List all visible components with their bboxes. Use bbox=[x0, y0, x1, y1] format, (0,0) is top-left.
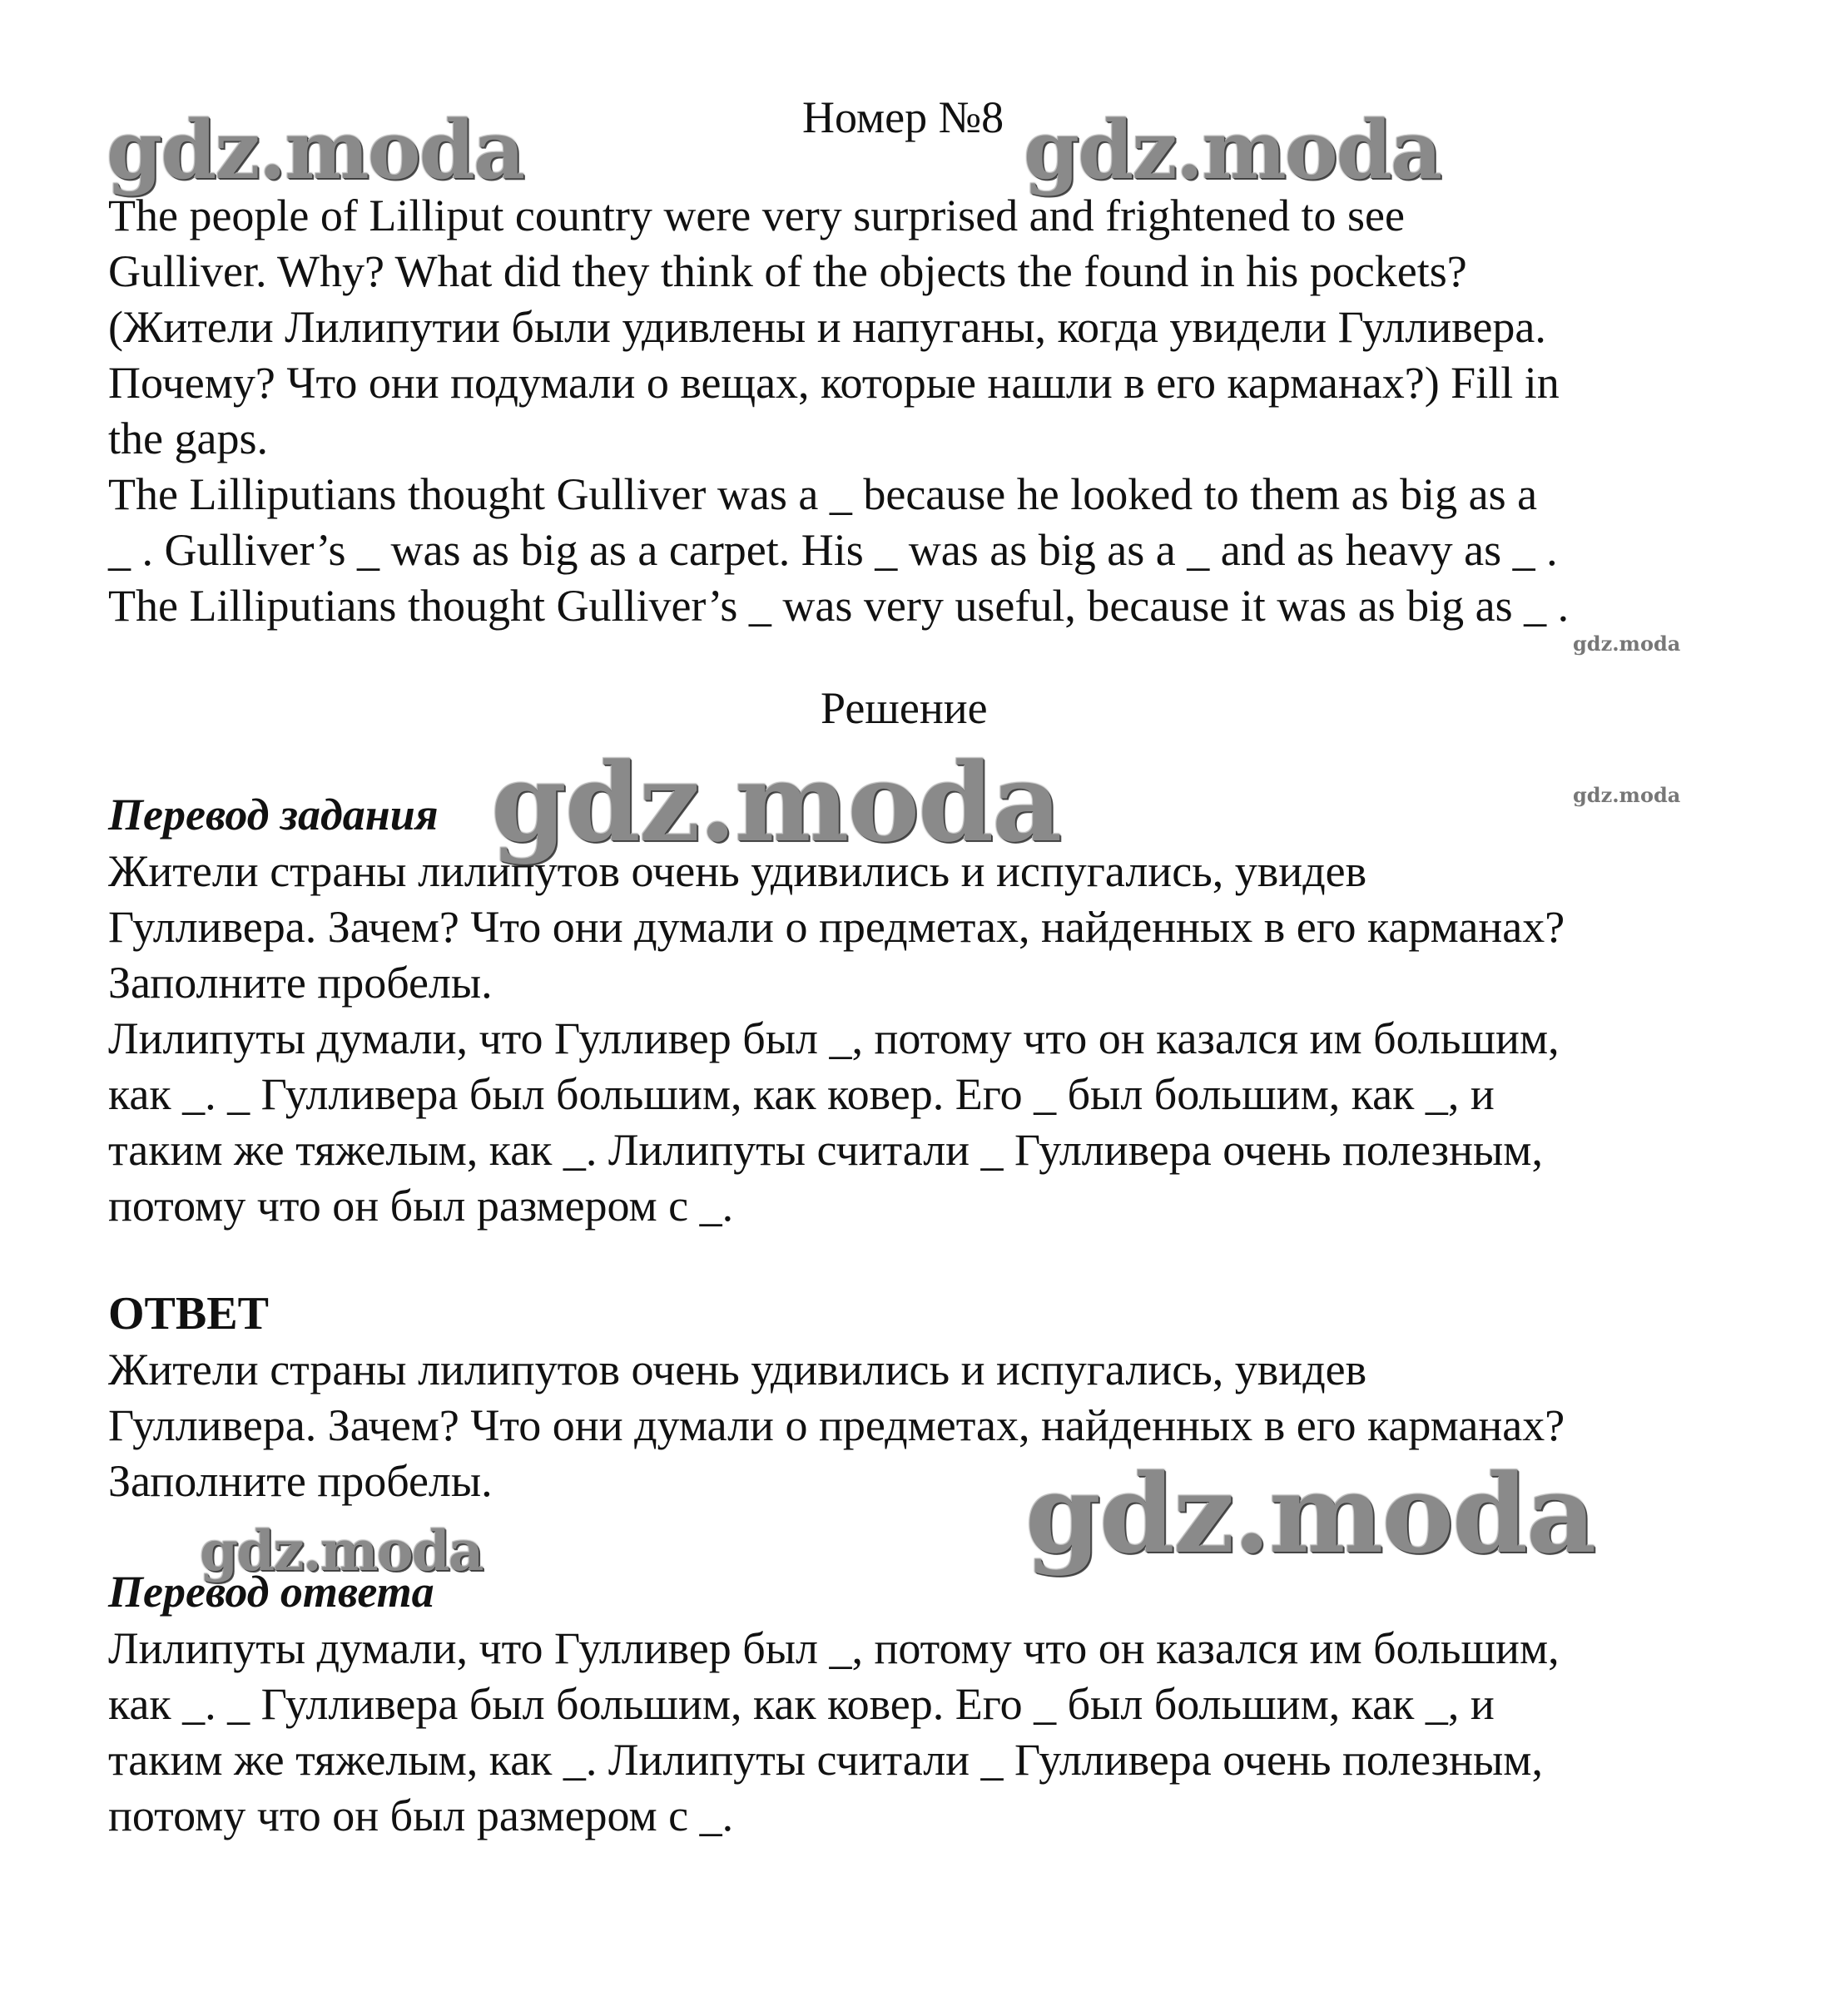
translation-line: Заполните пробелы. bbox=[108, 958, 493, 1008]
task-number: Номер №8 bbox=[802, 92, 1004, 142]
task-line: (Жители Лилипутии были удивлены и напуганы, когда увидели Гулливера. bbox=[108, 302, 1546, 352]
task-line: _ . Gulliver’s _ was as big as a carpet. His _ was as big as a _ and as heavy as _ . bbox=[108, 525, 1558, 575]
translation-line: Гулливера. Зачем? Что они думали о предметах, найденных в его карманах? bbox=[108, 902, 1565, 952]
translation-line: потому что он был размером с _. bbox=[108, 1181, 734, 1231]
answer-translation-line: как _. _ Гулливера был большим, как ковер. Его _ был большим, как _, и bbox=[108, 1679, 1495, 1729]
task-line: The people of Lilliput country were very surprised and frightened to see bbox=[108, 191, 1405, 240]
watermark-logo: gdz.moda bbox=[491, 739, 1061, 866]
task-line: the gaps. bbox=[108, 414, 268, 463]
answer-line: Заполните пробелы. bbox=[108, 1456, 493, 1506]
task-line: The Lilliputians thought Gulliver’s _ was very useful, because it was as big as _ . bbox=[108, 581, 1570, 631]
task-line: The Lilliputians thought Gulliver was a _ because he looked to them as big as a bbox=[108, 469, 1538, 519]
translation-line: Лилипуты думали, что Гулливер был _, потому что он казался им большим, bbox=[108, 1013, 1560, 1063]
watermark-logo: gdz.moda bbox=[107, 103, 524, 197]
watermark-logo: gdz.moda bbox=[1025, 1450, 1595, 1578]
translation-line: как _. _ Гулливера был большим, как ковер. Его _ был большим, как _, и bbox=[108, 1069, 1495, 1119]
task-line: Gulliver. Why? What did they think of the objects the found in his pockets? bbox=[108, 246, 1467, 296]
answer-translation-line: потому что он был размером с _. bbox=[108, 1791, 734, 1840]
answer-line: Гулливера. Зачем? Что они думали о предметах, найденных в его карманах? bbox=[108, 1400, 1565, 1450]
watermark-logo: gdz.moda bbox=[1573, 632, 1681, 656]
answer-translation-line: Лилипуты думали, что Гулливер был _, потому что он казался им большим, bbox=[108, 1623, 1560, 1673]
answer-heading: ОТВЕТ bbox=[108, 1288, 269, 1340]
watermark-logo: gdz.moda bbox=[1024, 103, 1441, 197]
watermark-logo: gdz.moda bbox=[200, 1518, 483, 1583]
translation-line: Жители страны лилипутов очень удивились и испугались, увидев bbox=[108, 846, 1367, 896]
watermark-logo: gdz.moda bbox=[1573, 783, 1681, 807]
answer-line: Жители страны лилипутов очень удивились и испугались, увидев bbox=[108, 1345, 1367, 1394]
answer-translation-line: таким же тяжелым, как _. Лилипуты считали _ Гулливера очень полезным, bbox=[108, 1735, 1543, 1785]
task-line: Почему? Что они подумали о вещах, которые нашли в его карманах?) Fill in bbox=[108, 358, 1560, 408]
translation-heading: Перевод задания bbox=[108, 790, 439, 840]
translation-line: таким же тяжелым, как _. Лилипуты считали _ Гулливера очень полезным, bbox=[108, 1125, 1543, 1175]
answer-translation-heading: Перевод ответа bbox=[108, 1567, 434, 1617]
solution-title: Решение bbox=[821, 683, 988, 733]
